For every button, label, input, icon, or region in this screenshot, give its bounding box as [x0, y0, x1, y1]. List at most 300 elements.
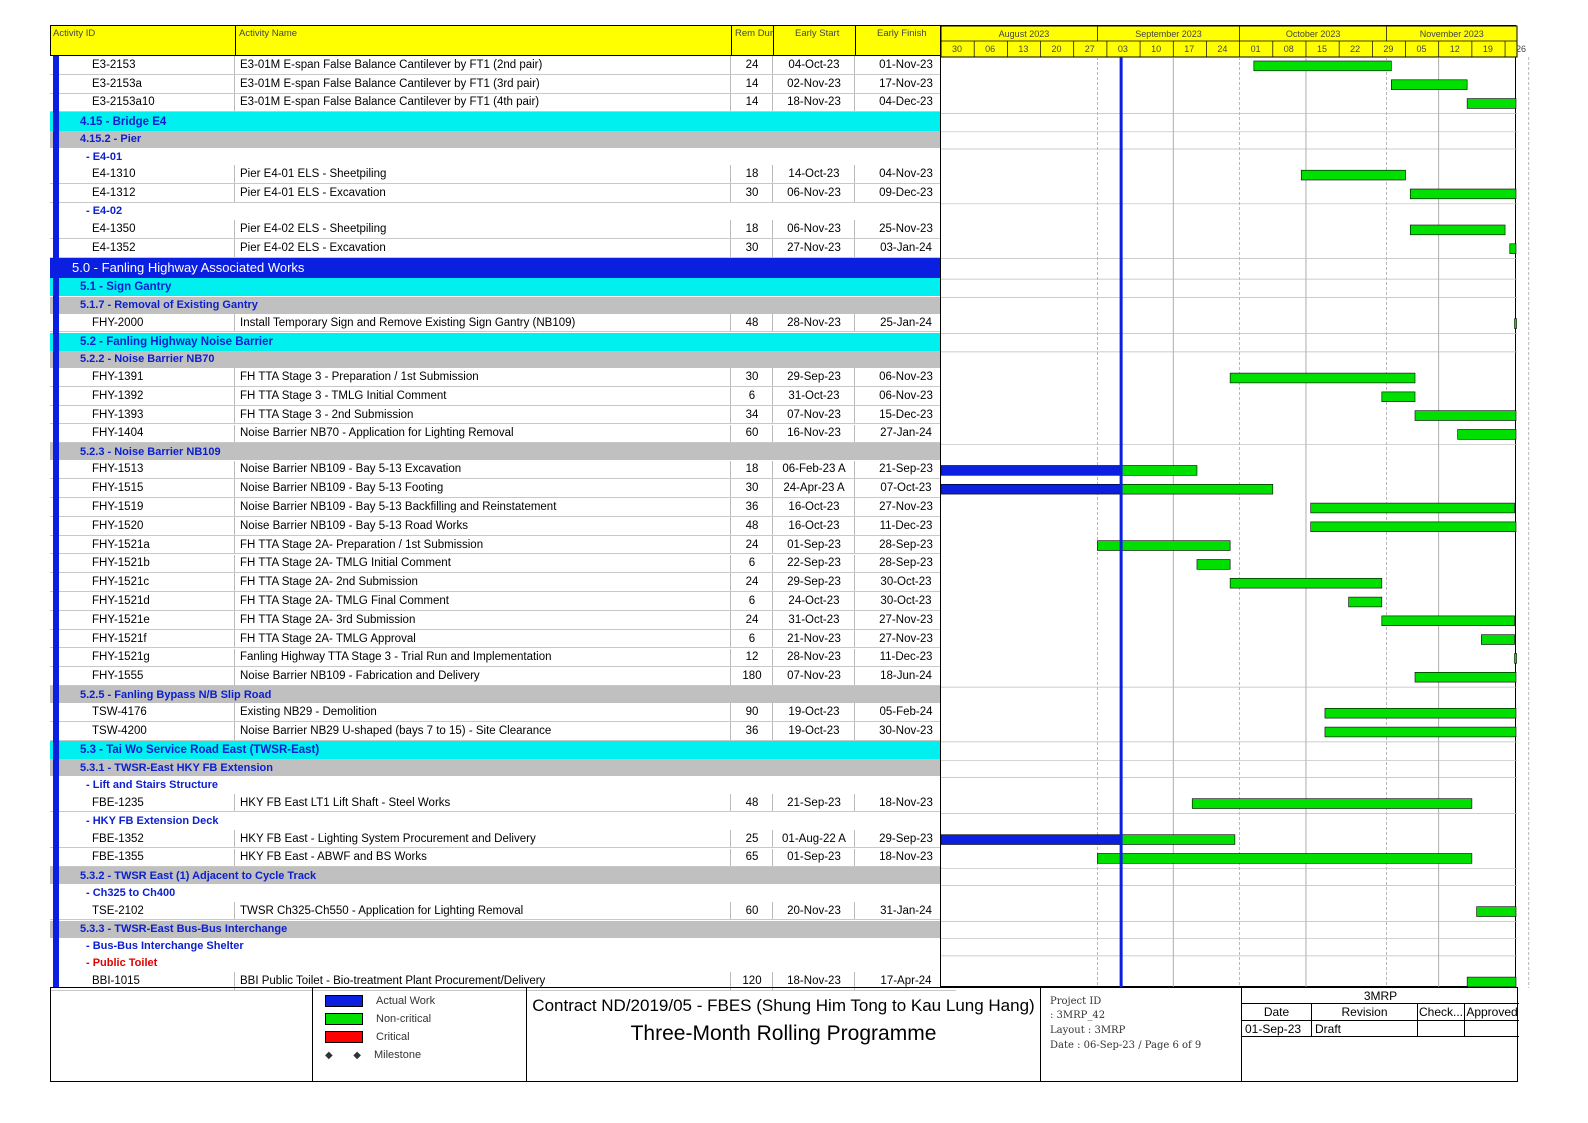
rem-dur: 18 [745, 222, 759, 235]
activity-bar [1192, 799, 1472, 809]
activity-name: E3-01M E-span False Balance Cantilever by FT1 (3rd pair) [240, 77, 540, 90]
activity-id: FHY-1404 [92, 427, 144, 440]
activity-id: FHY-1521a [92, 538, 150, 551]
rem-dur: 34 [745, 408, 759, 421]
contract-title: Contract ND/2019/05 - FBES (Shung Him Tong to Kau Lung Hang) [532, 996, 1035, 1015]
early-start: 22-Sep-23 [787, 557, 841, 570]
rem-dur: 6 [748, 557, 756, 570]
activity-name: Install Temporary Sign and Remove Existing Sign Gantry (NB109) [240, 316, 576, 329]
activity-id: E3-2153a10 [92, 96, 155, 109]
activity-row[interactable] [50, 56, 956, 75]
actual-swatch [325, 995, 363, 1007]
activity-row[interactable] [50, 703, 956, 722]
activity-row[interactable] [50, 536, 956, 555]
early-start: 02-Nov-23 [787, 77, 841, 90]
activity-name: FH TTA Stage 2A- TMLG Approval [240, 632, 416, 645]
wbs-band-gray[interactable] [50, 921, 956, 938]
milestone-diamond-icon: ◆ ◆ [325, 1049, 361, 1061]
activity-id: FBE-1235 [92, 796, 144, 809]
early-start: 31-Oct-23 [788, 613, 840, 626]
rem-dur: 18 [745, 463, 759, 476]
activity-id: FHY-1521b [92, 557, 150, 570]
week-label: 12 [1449, 44, 1460, 54]
rev-col-check: Check... [1418, 1005, 1463, 1019]
activity-name: BBI Public Toilet - Bio-treatment Plant Procurement/Delivery [240, 974, 546, 987]
early-start: 04-Oct-23 [788, 58, 840, 71]
early-finish: 27-Nov-23 [879, 632, 933, 645]
early-start: 01-Sep-23 [787, 851, 841, 864]
activity-row[interactable] [50, 611, 956, 630]
wbs-band-cyan[interactable] [50, 278, 956, 296]
early-start: 18-Nov-23 [787, 96, 841, 109]
rem-dur: 36 [745, 500, 759, 513]
project-id-label: Project ID [1050, 996, 1102, 1007]
rem-dur: 30 [745, 241, 759, 254]
legend-actual [325, 995, 435, 1007]
rem-dur: 6 [748, 632, 756, 645]
print-date: Date : 06-Sep-23 / Page 6 of 9 [1050, 1040, 1202, 1051]
wbs-band-white[interactable] [50, 203, 956, 220]
week-label: 17 [1184, 44, 1195, 54]
activity-row[interactable] [50, 573, 956, 592]
rem-dur: 30 [745, 482, 759, 495]
activity-name: Pier E4-02 ELS - Sheetpiling [240, 222, 387, 235]
week-label: 03 [1117, 44, 1128, 54]
wbs-label: - Bus-Bus Interchange Shelter [86, 940, 244, 953]
activity-name: FH TTA Stage 3 - TMLG Initial Comment [240, 389, 447, 402]
rev-approved [1465, 1021, 1519, 1037]
activity-row[interactable] [50, 667, 956, 686]
wbs-band-gray[interactable] [50, 131, 956, 148]
activity-name: FH TTA Stage 3 - Preparation / 1st Submission [240, 370, 479, 383]
activity-bar [1097, 854, 1471, 864]
gantt-chart [940, 25, 1527, 987]
early-start: 20-Nov-23 [787, 904, 841, 917]
activity-name: Pier E4-02 ELS - Excavation [240, 241, 386, 254]
early-start: 29-Sep-23 [787, 370, 841, 383]
rem-dur: 24 [745, 613, 759, 626]
project-id-value: : 3MRP_42 [1050, 1010, 1106, 1021]
activity-bar [1481, 635, 1514, 645]
activity-row[interactable] [50, 461, 956, 480]
activity-row[interactable] [50, 630, 956, 649]
early-finish: 05-Feb-24 [879, 706, 933, 719]
activity-name: FH TTA Stage 2A- 2nd Submission [240, 576, 418, 589]
wbs-indent-bar [53, 56, 59, 987]
early-start: 18-Nov-23 [787, 974, 841, 987]
rem-dur: 24 [745, 538, 759, 551]
activity-bar [1349, 597, 1382, 607]
week-label: 24 [1217, 44, 1228, 54]
activity-row[interactable] [50, 902, 956, 921]
activity-id: E4-1310 [92, 168, 136, 181]
activity-row[interactable] [50, 479, 956, 498]
activity-name: E3-01M E-span False Balance Cantilever by FT1 (4th pair) [240, 96, 540, 109]
activity-id: E3-2153 [92, 58, 136, 71]
early-finish: 21-Sep-23 [879, 463, 933, 476]
rem-dur: 6 [748, 389, 756, 402]
activity-name: HKY FB East - Lighting System Procurement and Delivery [240, 832, 536, 845]
activity-name: TWSR Ch325-Ch550 - Application for Lighting Removal [240, 904, 524, 917]
rem-dur: 60 [745, 904, 759, 917]
activity-name: Noise Barrier NB70 - Application for Lighting Removal [240, 427, 514, 440]
wbs-band-gray[interactable] [50, 351, 956, 368]
activity-name: HKY FB East LT1 Lift Shaft - Steel Works [240, 796, 451, 809]
week-label: 22 [1350, 44, 1361, 54]
table-header [50, 25, 956, 56]
week-label: 08 [1283, 44, 1294, 54]
wbs-band-cyan[interactable] [50, 741, 956, 759]
wbs-label: - E4-01 [86, 150, 123, 163]
activity-id: BBI-1015 [92, 974, 140, 987]
activity-bar [1311, 503, 1515, 513]
legend-noncritical-label: Non-critical [376, 1013, 432, 1025]
activity-name: FH TTA Stage 2A- TMLG Initial Comment [240, 557, 451, 570]
wbs-band-white[interactable] [50, 777, 956, 794]
col-early-finish[interactable]: Early Finish [877, 28, 927, 39]
activity-id: FHY-2000 [92, 316, 144, 329]
early-start: 28-Nov-23 [787, 316, 841, 329]
rev-revision: Draft [1312, 1021, 1418, 1037]
activity-name: Noise Barrier NB109 - Bay 5-13 Excavation [240, 463, 462, 476]
actual-work-bar [941, 835, 1121, 845]
activity-id: FHY-1513 [92, 463, 144, 476]
rem-dur: 6 [748, 594, 756, 607]
wbs-label: 5.3 - Tai Wo Service Road East (TWSR-East) [80, 744, 320, 757]
week-label: 05 [1416, 44, 1427, 54]
activity-name: Fanling Highway TTA Stage 3 - Trial Run and Implementation [240, 651, 552, 664]
early-start: 06-Feb-23 A [782, 463, 846, 476]
early-finish: 06-Nov-23 [879, 389, 933, 402]
wbs-band-gray[interactable] [50, 443, 956, 460]
early-finish: 01-Nov-23 [879, 58, 933, 71]
activity-name: FH TTA Stage 2A- TMLG Final Comment [240, 594, 449, 607]
month-label: August 2023 [998, 29, 1050, 39]
activity-id: E4-1350 [92, 222, 136, 235]
early-start: 07-Nov-23 [787, 670, 841, 683]
activity-row[interactable] [50, 368, 956, 387]
week-label: 26 [1516, 44, 1527, 54]
rem-dur: 60 [745, 427, 759, 440]
early-finish: 18-Nov-23 [879, 796, 933, 809]
rem-dur: 180 [742, 670, 762, 683]
activity-row[interactable] [50, 406, 956, 425]
rem-dur: 90 [745, 706, 759, 719]
project-info [1041, 988, 1242, 1081]
rem-dur: 18 [745, 168, 759, 181]
rem-dur: 12 [745, 651, 759, 664]
layout-name: Layout : 3MRP [1050, 1025, 1126, 1036]
activity-id: FHY-1521e [92, 613, 150, 626]
wbs-label: - Public Toilet [86, 957, 158, 970]
activity-row[interactable] [50, 425, 956, 444]
legend-noncritical [325, 1013, 431, 1025]
actual-work-bar [941, 484, 1121, 494]
early-start: 21-Sep-23 [787, 796, 841, 809]
early-finish: 06-Nov-23 [879, 370, 933, 383]
month-label: October 2023 [1285, 29, 1341, 39]
gantt-canvas [941, 26, 1527, 988]
activity-id: FHY-1520 [92, 519, 144, 532]
early-finish: 30-Oct-23 [880, 576, 932, 589]
wbs-label: 5.2 - Fanling Highway Noise Barrier [80, 335, 273, 348]
activity-id: FHY-1391 [92, 370, 144, 383]
activity-row[interactable] [50, 184, 956, 203]
activity-row[interactable] [50, 165, 956, 184]
early-start: 01-Aug-22 A [782, 832, 846, 845]
early-finish: 04-Dec-23 [879, 96, 933, 109]
legend-critical [325, 1031, 410, 1043]
wbs-label: 5.2.2 - Noise Barrier NB70 [80, 353, 215, 366]
early-start: 14-Oct-23 [788, 168, 840, 181]
wbs-band-gray[interactable] [50, 759, 956, 776]
revision-table [1242, 988, 1519, 1081]
wbs-band-white[interactable] [50, 938, 956, 955]
activity-name: FH TTA Stage 2A- 3rd Submission [240, 613, 416, 626]
wbs-band-white[interactable] [50, 148, 956, 165]
legend-critical-label: Critical [376, 1031, 410, 1043]
early-finish: 27-Jan-24 [880, 427, 932, 440]
early-start: 06-Nov-23 [787, 186, 841, 199]
rem-dur: 65 [745, 851, 759, 864]
activity-bar [1510, 244, 1516, 254]
activity-bar [1325, 708, 1516, 718]
wbs-label: 5.2.5 - Fanling Bypass N/B Slip Road [80, 688, 272, 701]
activity-bar [1230, 578, 1382, 588]
rem-dur: 36 [745, 724, 759, 737]
activity-row[interactable] [50, 794, 956, 813]
early-start: 24-Oct-23 [788, 594, 840, 607]
early-finish: 28-Sep-23 [879, 557, 933, 570]
week-label: 19 [1482, 44, 1493, 54]
week-label: 01 [1250, 44, 1261, 54]
activity-bar [1325, 727, 1516, 737]
activity-bar [1254, 61, 1391, 71]
activity-bar [1477, 907, 1516, 917]
actual-work-bar [941, 466, 1121, 476]
programme-title: Three-Month Rolling Programme [630, 1022, 937, 1045]
early-start: 19-Oct-23 [788, 724, 840, 737]
activity-bar [1458, 430, 1516, 440]
activity-row[interactable] [50, 555, 956, 574]
activity-name: Noise Barrier NB29 U-shaped (bays 7 to 15) - Site Clearance [240, 724, 552, 737]
early-finish: 31-Jan-24 [880, 904, 932, 917]
activity-bar [1301, 170, 1405, 180]
activity-row[interactable] [50, 498, 956, 517]
activity-name: E3-01M E-span False Balance Cantilever by FT1 (2nd pair) [240, 58, 543, 71]
col-early-start[interactable]: Early Start [795, 28, 840, 39]
early-start: 28-Nov-23 [787, 651, 841, 664]
early-start: 06-Nov-23 [787, 222, 841, 235]
wbs-band-white[interactable] [50, 813, 956, 830]
col-rem-dur[interactable]: Rem Dur [735, 28, 774, 39]
activity-row[interactable] [50, 849, 956, 868]
wbs-label: 5.3.2 - TWSR East (1) Adjacent to Cycle Track [80, 869, 317, 882]
activity-name: FH TTA Stage 2A- Preparation / 1st Submission [240, 538, 484, 551]
rem-dur: 30 [745, 186, 759, 199]
activity-row[interactable] [50, 722, 956, 741]
wbs-label: - E4-02 [86, 205, 123, 218]
remaining-work-bar [1121, 484, 1273, 494]
activity-name: Noise Barrier NB109 - Fabrication and Delivery [240, 670, 480, 683]
activity-bar [1467, 99, 1516, 109]
early-start: 24-Apr-23 A [783, 482, 845, 495]
activity-row[interactable] [50, 239, 956, 258]
wbs-label: 4.15 - Bridge E4 [80, 115, 167, 128]
schedule-sheet [50, 25, 1545, 1100]
activity-row[interactable] [50, 830, 956, 849]
wbs-band-white[interactable] [50, 885, 956, 902]
rem-dur: 24 [745, 576, 759, 589]
rem-dur: 48 [745, 316, 759, 329]
activity-name: Noise Barrier NB109 - Bay 5-13 Backfilling and Reinstatement [240, 500, 557, 513]
activity-bar [1410, 189, 1516, 199]
activity-id: TSW-4200 [92, 724, 147, 737]
wbs-band-cyan[interactable] [50, 333, 956, 351]
title-block [527, 988, 1041, 1081]
activity-bar [1515, 654, 1517, 664]
activity-id: FHY-1521g [92, 651, 150, 664]
early-start: 16-Oct-23 [788, 519, 840, 532]
early-finish: 07-Oct-23 [880, 482, 932, 495]
month-label: September 2023 [1135, 29, 1202, 39]
early-finish: 11-Dec-23 [879, 519, 933, 532]
legend [313, 988, 527, 1081]
activity-id: FHY-1521f [92, 632, 147, 645]
wbs-band-gray[interactable] [50, 297, 956, 314]
early-start: 16-Oct-23 [788, 500, 840, 513]
activity-id: FHY-1392 [92, 389, 144, 402]
wbs-label: 5.3.1 - TWSR-East HKY FB Extension [80, 761, 273, 774]
early-finish: 09-Dec-23 [879, 186, 933, 199]
activity-id: FBE-1355 [92, 851, 144, 864]
activity-id: FHY-1521c [92, 576, 150, 589]
legend-milestone [325, 1049, 421, 1061]
activity-bar [1415, 411, 1516, 421]
legend-milestone-label: Milestone [374, 1049, 422, 1061]
activity-id: TSW-4176 [92, 706, 147, 719]
wbs-label: - Ch325 to Ch400 [86, 887, 176, 900]
wbs-band-white[interactable] [50, 955, 956, 972]
activity-row[interactable] [50, 649, 956, 668]
week-label: 10 [1151, 44, 1162, 54]
early-finish: 25-Nov-23 [879, 222, 933, 235]
activity-row[interactable] [50, 220, 956, 239]
early-start: 31-Oct-23 [788, 389, 840, 402]
critical-swatch [325, 1031, 363, 1043]
col-activity-name[interactable]: Activity Name [239, 28, 298, 39]
early-finish: 30-Nov-23 [879, 724, 933, 737]
activity-bar [1097, 541, 1230, 551]
wbs-band-blue[interactable] [50, 258, 956, 279]
early-start: 27-Nov-23 [787, 241, 841, 254]
activity-name: HKY FB East - ABWF and BS Works [240, 851, 427, 864]
activity-bar [1382, 616, 1515, 626]
activity-name: Pier E4-01 ELS - Sheetpiling [240, 168, 387, 181]
wbs-label: - Lift and Stairs Structure [86, 779, 219, 792]
rem-dur: 48 [745, 796, 759, 809]
early-start: 21-Nov-23 [787, 632, 841, 645]
early-finish: 29-Sep-23 [879, 832, 933, 845]
week-label: 15 [1316, 44, 1327, 54]
remaining-work-bar [1121, 466, 1197, 476]
col-activity-id[interactable]: Activity ID [53, 28, 96, 39]
wbs-label: 5.3.3 - TWSR-East Bus-Bus Interchange [80, 923, 288, 936]
wbs-label: 5.1.7 - Removal of Existing Gantry [80, 299, 258, 312]
activity-bar [1230, 373, 1415, 383]
activity-bar [1515, 319, 1517, 329]
early-finish: 18-Jun-24 [880, 670, 932, 683]
wbs-band-gray[interactable] [50, 686, 956, 703]
legend-actual-label: Actual Work [376, 995, 436, 1007]
activity-row[interactable] [50, 75, 956, 94]
activity-id: FBE-1352 [92, 832, 144, 845]
activity-name: Existing NB29 - Demolition [240, 706, 377, 719]
activity-bar [1415, 672, 1516, 682]
noncritical-swatch [325, 1013, 363, 1025]
early-finish: 11-Dec-23 [879, 651, 933, 664]
rev-date: 01-Sep-23 [1242, 1021, 1312, 1037]
wbs-label: 5.1 - Sign Gantry [80, 281, 172, 294]
rem-dur: 14 [745, 77, 759, 90]
activity-row[interactable] [50, 517, 956, 536]
month-label: November 2023 [1419, 29, 1484, 39]
activity-row[interactable] [50, 387, 956, 406]
rem-dur: 120 [742, 974, 762, 987]
early-finish: 27-Nov-23 [879, 613, 933, 626]
activity-id: FHY-1515 [92, 482, 144, 495]
activity-row[interactable] [50, 314, 956, 333]
activity-row[interactable] [50, 94, 956, 113]
early-finish: 25-Jan-24 [880, 316, 932, 329]
footer-panel [50, 987, 1518, 1082]
activity-name: Noise Barrier NB109 - Bay 5-13 Footing [240, 482, 444, 495]
revision-code: 3MRP [1242, 988, 1519, 1004]
week-label: 29 [1383, 44, 1394, 54]
early-start: 01-Sep-23 [787, 538, 841, 551]
activity-bar [1197, 560, 1230, 570]
wbs-label: 4.15.2 - Pier [80, 133, 142, 146]
activity-row[interactable] [50, 592, 956, 611]
activity-bar [1410, 225, 1505, 235]
activity-id: FHY-1555 [92, 670, 144, 683]
rem-dur: 25 [745, 832, 759, 845]
activity-id: E4-1312 [92, 186, 136, 199]
week-label: 20 [1051, 44, 1062, 54]
rem-dur: 30 [745, 370, 759, 383]
activity-id: E4-1352 [92, 241, 136, 254]
wbs-label: - HKY FB Extension Deck [86, 815, 219, 828]
early-finish: 28-Sep-23 [879, 538, 933, 551]
wbs-label: 5.2.3 - Noise Barrier NB109 [80, 445, 221, 458]
activity-id: FHY-1393 [92, 408, 144, 421]
week-label: 27 [1084, 44, 1095, 54]
week-label: 30 [951, 44, 963, 54]
early-start: 19-Oct-23 [788, 706, 840, 719]
wbs-band-cyan[interactable] [50, 112, 956, 130]
early-finish: 17-Nov-23 [879, 77, 933, 90]
activity-id: E3-2153a [92, 77, 142, 90]
early-start: 16-Nov-23 [787, 427, 841, 440]
early-finish: 17-Apr-24 [880, 974, 932, 987]
remaining-work-bar [1121, 835, 1235, 845]
rem-dur: 14 [745, 96, 759, 109]
wbs-band-gray[interactable] [50, 867, 956, 884]
activity-name: Noise Barrier NB109 - Bay 5-13 Road Works [240, 519, 468, 532]
early-finish: 27-Nov-23 [879, 500, 933, 513]
early-finish: 03-Jan-24 [880, 241, 932, 254]
week-label: 06 [985, 44, 996, 54]
